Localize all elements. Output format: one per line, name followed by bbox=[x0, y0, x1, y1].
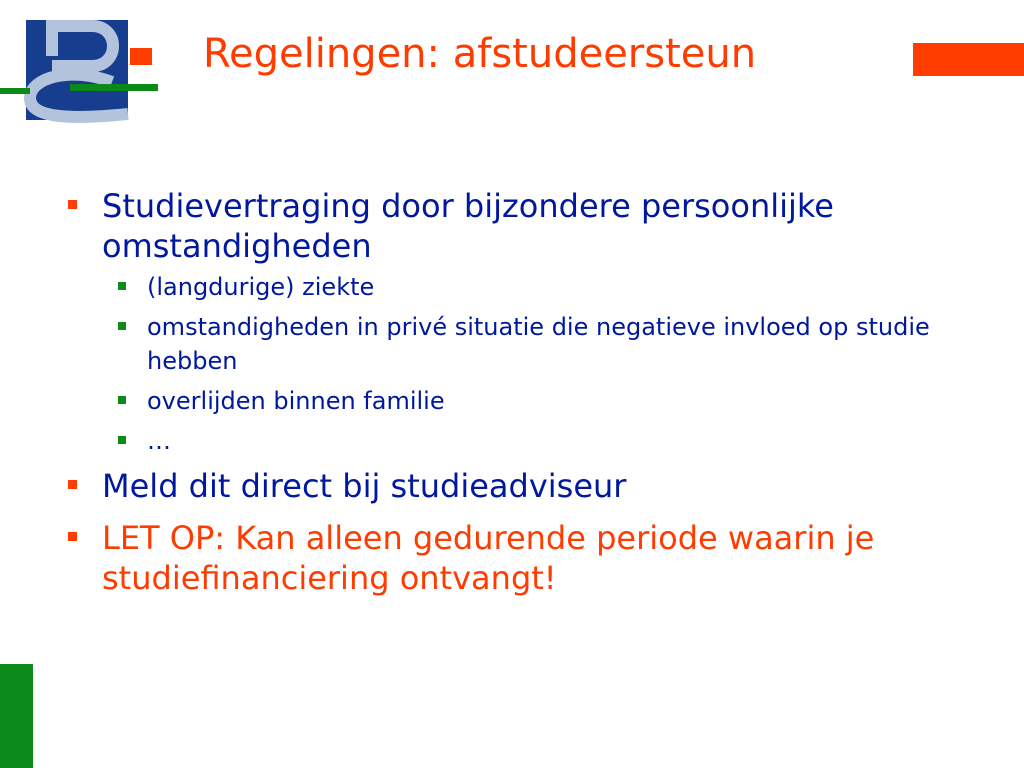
sub-bullet-square-icon bbox=[118, 436, 126, 444]
bullet-item bbox=[60, 466, 980, 506]
sub-bullet-text: … bbox=[147, 427, 171, 455]
sub-bullet-square-icon bbox=[118, 282, 126, 290]
title-accent-left bbox=[130, 48, 152, 65]
slide-content bbox=[60, 186, 980, 610]
sub-bullet-item bbox=[102, 424, 980, 458]
sub-bullet-text: overlijden binnen familie bbox=[147, 387, 445, 415]
title-accent-right bbox=[913, 43, 1024, 76]
warning-bullet-item bbox=[60, 518, 980, 598]
bullet-text: Meld dit direct bij studieadviseur bbox=[102, 467, 627, 505]
sub-bullet-item bbox=[102, 310, 980, 378]
bullet-square-icon bbox=[68, 200, 77, 209]
sub-bullet-text: (langdurige) ziekte bbox=[147, 273, 375, 301]
slide-title: Regelingen: afstudeersteun bbox=[203, 31, 757, 77]
warning-text: LET OP: Kan alleen gedurende periode waarin je studiefinanciering ontvangt! bbox=[102, 519, 875, 597]
bullet-list bbox=[60, 186, 980, 598]
sub-bullet-item bbox=[102, 270, 980, 304]
sub-bullet-item bbox=[102, 384, 980, 418]
logo-icon bbox=[0, 12, 160, 128]
bullet-square-icon bbox=[68, 480, 77, 489]
bullet-square-icon bbox=[68, 532, 77, 541]
bullet-text: Studievertraging door bijzondere persoonlijke omstandigheden bbox=[102, 187, 834, 265]
sub-bullet-text: omstandigheden in privé situatie die negatieve invloed op studie hebben bbox=[147, 313, 930, 375]
bullet-item bbox=[60, 186, 980, 458]
footer-accent-bar bbox=[0, 664, 33, 768]
sub-bullet-square-icon bbox=[118, 322, 126, 330]
sub-bullet-list bbox=[102, 270, 980, 458]
sub-bullet-square-icon bbox=[118, 396, 126, 404]
